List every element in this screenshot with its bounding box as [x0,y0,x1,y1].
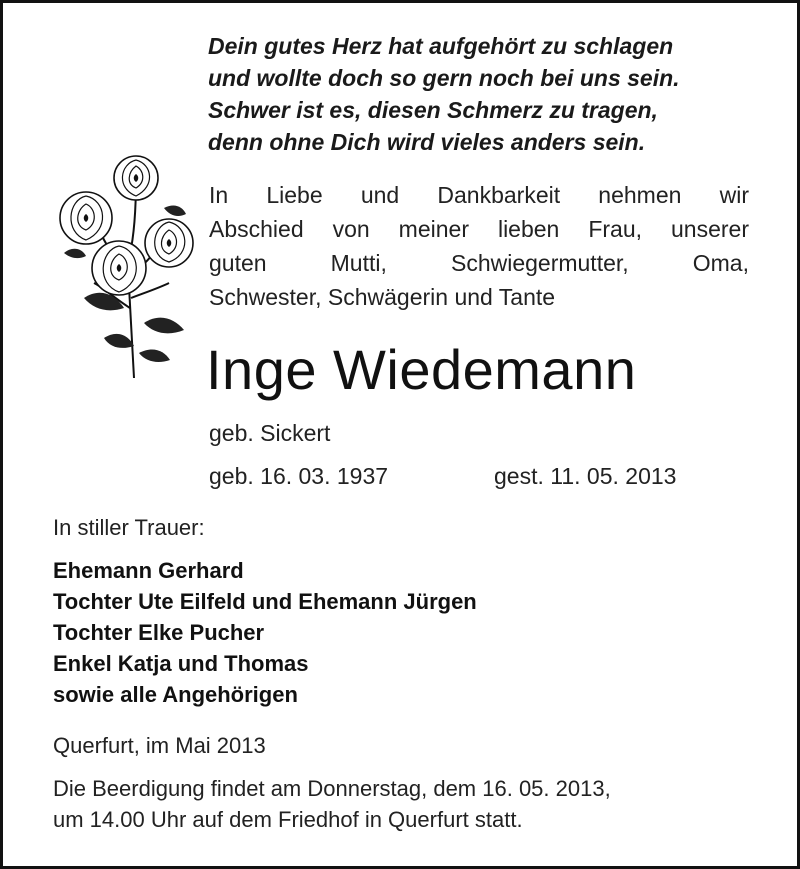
poem-line: Dein gutes Herz hat aufgehört zu schlagen [208,33,674,59]
mourners-list [53,555,477,710]
mourner-item: sowie alle Angehörigen [53,682,298,707]
farewell-line: Schwester, Schwägerin und Tante [209,284,556,310]
farewell-text [209,178,749,314]
poem-line: Schwer ist es, diesen Schmerz zu tragen, [208,97,658,123]
funeral-line: um 14.00 Uhr auf dem Friedhof in Querfurt statt. [53,807,523,832]
farewell-line: guten Mutti, Schwiegermutter, Oma, [209,250,749,276]
deceased-name: Inge Wiedemann [206,338,637,401]
funeral-line: Die Beerdigung findet am Donnerstag, dem 16. 05. 2013, [53,776,611,801]
funeral-notice [53,773,753,835]
mourning-label: In stiller Trauer: [53,515,205,540]
life-dates [209,461,677,491]
rose-bouquet-icon [44,148,204,388]
mourner-item: Tochter Elke Pucher [53,620,265,645]
mourner-item: Tochter Ute Eilfeld und Ehemann Jürgen [53,589,477,614]
memorial-poem [208,30,768,158]
place-date: Querfurt, im Mai 2013 [53,733,266,758]
farewell-line: Abschied von meiner lieben Frau, unserer [209,216,749,242]
farewell-line: In Liebe und Dankbarkeit nehmen wir [209,182,749,208]
birth-date: geb. 16. 03. 1937 [209,463,389,489]
death-date: gest. 11. 05. 2013 [494,463,677,489]
maiden-name: geb. Sickert [209,420,331,446]
mourner-item: Ehemann Gerhard [53,558,244,583]
poem-line: und wollte doch so gern noch bei uns sein. [208,65,680,91]
mourner-item: Enkel Katja und Thomas [53,651,309,676]
poem-line: denn ohne Dich wird vieles anders sein. [208,129,646,155]
